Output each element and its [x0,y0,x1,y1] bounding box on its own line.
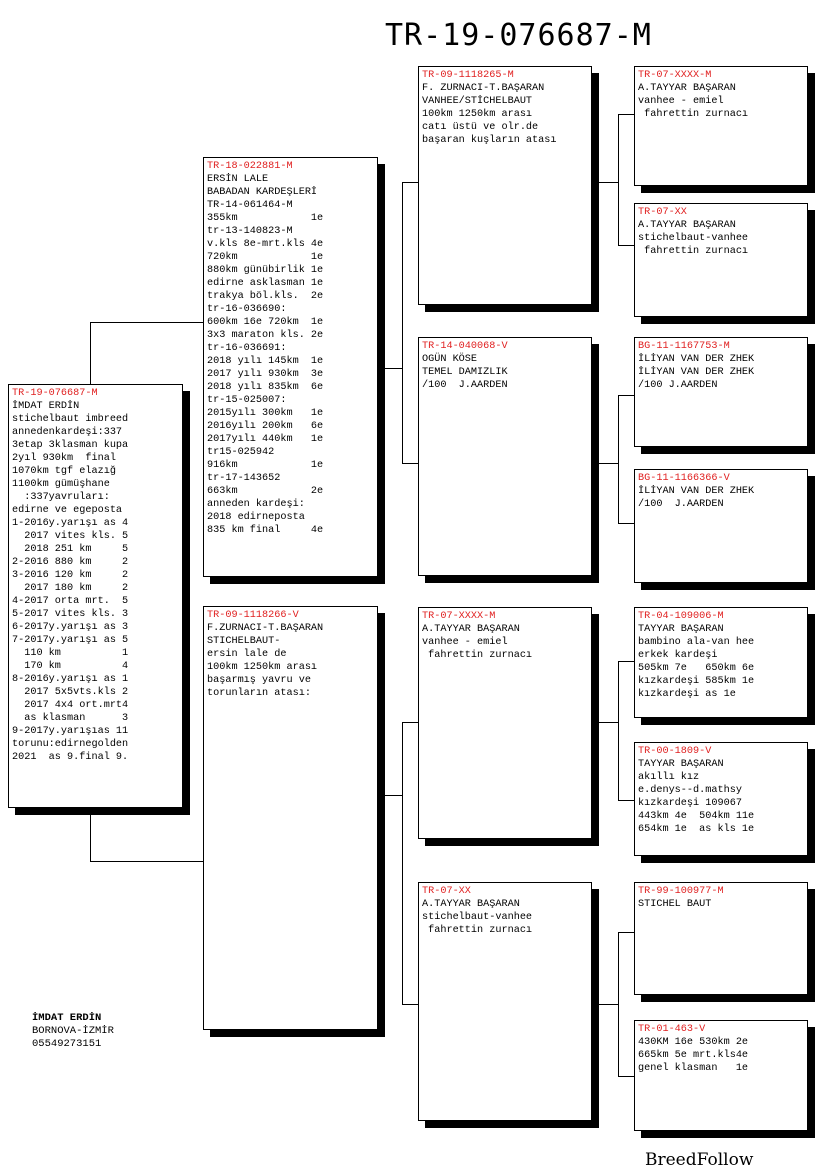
pedigree-line: kızkardeşi 109067 [638,798,742,809]
pedigree-line: 665km 5e mrt.kls4e [638,1050,749,1061]
connector-line [402,1004,418,1005]
pedigree-card-dam-dam[interactable] [418,882,592,1121]
pedigree-line: 720km 1e [207,252,324,263]
connector-line [90,322,91,384]
pedigree-line: OGÜN KÖSE [422,354,478,365]
pedigree-line: 3-2016 120 km 2 [12,570,129,581]
pedigree-line: 2017 vites kls. 5 [12,531,129,542]
ring-number: TR-18-022881-M [207,161,293,172]
pedigree-line: 100km 1250km arası [422,109,533,120]
pedigree-card-sire-dam-sire[interactable] [634,337,808,447]
connector-line [618,661,619,801]
pedigree-line: trakya böl.kls. 2e [207,291,324,302]
pedigree-card-sire-sire-dam[interactable] [634,203,808,317]
pedigree-line: A.TAYYAR BAŞARAN [638,83,736,94]
pedigree-line: 2017 5x5vts.kls 2 [12,687,129,698]
pedigree-line: 916km 1e [207,460,324,471]
pedigree-line: 2-2016 880 km 2 [12,557,129,568]
pedigree-line: ersin lale de [207,649,287,660]
pedigree-card-dam-sire-sire[interactable] [634,607,808,718]
pedigree-line: fahrettin zurnacı [422,925,533,936]
pedigree-line: 4-2017 orta mrt. 5 [12,596,129,607]
pedigree-line: vanhee - emiel [422,637,508,648]
ring-number: TR-04-109006-M [638,611,724,622]
pedigree-line: TR-14-061464-M [207,200,293,211]
pedigree-line: F.ZURNACI-T.BAŞARAN [207,623,324,634]
pedigree-line: tr-16-036691: [207,343,287,354]
connector-line [618,932,634,933]
pedigree-card-dam-sire[interactable] [418,607,592,839]
ring-number: TR-09-1118265-M [422,70,514,81]
pedigree-line: fahrettin zurnacı [638,109,749,120]
pedigree-line: 7-2017y.yarışı as 5 [12,635,129,646]
pedigree-card-dam[interactable] [203,606,378,1030]
pedigree-line: 2017 180 km 2 [12,583,129,594]
pedigree-line: 1070km tgf elazığ [12,466,116,477]
pedigree-card-dam-dam-sire[interactable] [634,882,808,995]
pedigree-line: A.TAYYAR BAŞARAN [422,624,520,635]
pedigree-line: 2018 yılı 835km 6e [207,382,324,393]
pedigree-line: 3etap 3klasman kupa [12,440,129,451]
connector-line [402,722,418,723]
pedigree-line: 2017yılı 440km 1e [207,434,324,445]
pedigree-line: stichelbaut-vanhee [638,233,749,244]
pedigree-line: 2015yılı 300km 1e [207,408,324,419]
pedigree-line: A.TAYYAR BAŞARAN [422,899,520,910]
pedigree-line: :337yavruları: [12,492,110,503]
ring-number: TR-09-1118266-V [207,610,299,621]
pedigree-line: edirne ve egeposta [12,505,123,516]
pedigree-line: akıllı kız [638,772,700,783]
connector-line [618,1076,634,1077]
pedigree-line: 2018 251 km 5 [12,544,129,555]
connector-line [402,463,418,464]
pedigree-line: tr-16-036690: [207,304,287,315]
pedigree-line: stichelbaut-vanhee [422,912,533,923]
connector-line [592,722,619,723]
connector-line [618,932,619,1077]
pedigree-line: 5-2017 vites kls. 3 [12,609,129,620]
pedigree-line: 835 km final 4e [207,525,324,536]
pedigree-line: e.denys--d.mathsy [638,785,742,796]
pedigree-card-sire-dam[interactable] [418,337,592,576]
pedigree-line: İLİYAN VAN DER ZHEK [638,486,755,497]
pedigree-line: /100 J.AARDEN [638,499,724,510]
connector-line [378,368,403,369]
pedigree-line: STICHEL BAUT [638,899,712,910]
pedigree-line: kızkardeşi as 1e [638,689,736,700]
pedigree-line: 110 km 1 [12,648,129,659]
connector-line [618,114,619,246]
connector-line [618,114,634,115]
pedigree-line: 2018 yılı 145km 1e [207,356,324,367]
pedigree-line: 654km 1e as kls 1e [638,824,755,835]
ring-number: TR-07-XXXX-M [638,70,712,81]
pedigree-line: anneden kardeşi: [207,499,305,510]
pedigree-card-sire[interactable] [203,157,378,577]
connector-line [592,182,619,183]
connector-line [592,463,619,464]
pedigree-line: 443km 4e 504km 11e [638,811,755,822]
pedigree-line: annedenkardeşi:337 [12,427,123,438]
pedigree-card-dam-dam-dam[interactable] [634,1020,808,1131]
pedigree-line: vanhee - emiel [638,96,724,107]
pedigree-line: as klasman 3 [12,713,129,724]
pedigree-line: tr-13-140823-M [207,226,293,237]
ring-number: TR-07-XX [638,207,687,218]
pedigree-line: BABADAN KARDEŞLERİ [207,187,318,198]
pedigree-line: başarmış yavru ve [207,675,311,686]
ring-number: TR-19-076687-M [12,388,98,399]
owner-name: İMDAT ERDİN [32,1012,102,1024]
pedigree-line: erkek kardeşi [638,650,718,661]
pedigree-line: 8-2016y.yarışı as 1 [12,674,129,685]
pedigree-line: 170 km 4 [12,661,129,672]
pedigree-line: İMDAT ERDİN [12,401,80,412]
pedigree-card-sire-sire-sire[interactable] [634,66,808,186]
pedigree-line: 2017 4x4 ort.mrt4 [12,700,129,711]
ring-number: TR-99-100977-M [638,886,724,897]
pedigree-line: VANHEE/STİCHELBAUT [422,96,533,107]
ring-number: TR-07-XX [422,886,471,897]
ring-number: TR-14-040068-V [422,341,508,352]
pedigree-line: 1-2016y.yarışı as 4 [12,518,129,529]
pedigree-line: 100km 1250km arası [207,662,318,673]
page-title: TR-19-076687-M [385,18,652,53]
owner-info [32,1012,114,1051]
pedigree-line: TAYYAR BAŞARAN [638,759,724,770]
pedigree-line: 430KM 16e 530km 2e [638,1037,749,1048]
connector-line [378,795,403,796]
pedigree-line: tr-15-025007: [207,395,287,406]
pedigree-line: 2yıl 930km final [12,453,116,464]
connector-line [618,395,619,524]
connector-line [90,322,203,323]
ring-number: TR-01-463-V [638,1024,706,1035]
pedigree-card-dam-sire-dam[interactable] [634,742,808,856]
pedigree-card-subject[interactable] [8,384,183,808]
pedigree-line: 9-2017y.yarışıas 11 [12,726,129,737]
pedigree-line: TEMEL DAMIZLIK [422,367,508,378]
pedigree-line: 2021 as 9.final 9. [12,752,129,763]
pedigree-line: tr-17-143652 [207,473,281,484]
owner-phone: 05549273151 [32,1038,102,1050]
pedigree-line: İLİYAN VAN DER ZHEK [638,367,755,378]
pedigree-line: 6-2017y.yarışı as 3 [12,622,129,633]
pedigree-line: 2018 edirneposta [207,512,305,523]
pedigree-line: v.kls 8e-mrt.kls 4e [207,239,324,250]
pedigree-line: ERSİN LALE [207,174,269,185]
pedigree-line: torunların atası: [207,688,311,699]
pedigree-card-sire-sire[interactable] [418,66,592,305]
pedigree-line: STICHELBAUT- [207,636,281,647]
pedigree-line: stichelbaut imbreed [12,414,129,425]
pedigree-line: 3x3 maraton kls. 2e [207,330,324,341]
brand-logo: BreedFollow [645,1150,754,1170]
pedigree-line: F. ZURNACI-T.BAŞARAN [422,83,545,94]
connector-line [592,1004,619,1005]
pedigree-line: edirne asklasman 1e [207,278,324,289]
pedigree-line: İLİYAN VAN DER ZHEK [638,354,755,365]
connector-line [90,808,91,862]
pedigree-line: 2016yılı 200km 6e [207,421,324,432]
pedigree-line: bambino ala-van hee [638,637,755,648]
connector-line [402,182,418,183]
pedigree-line: 505km 7e 650km 6e [638,663,755,674]
pedigree-line: başaran kuşların atası [422,135,557,146]
pedigree-line: kızkardeşi 585km 1e [638,676,755,687]
pedigree-line: 880km günübirlik 1e [207,265,324,276]
pedigree-line: tr15-025942 [207,447,275,458]
ring-number: TR-00-1809-V [638,746,712,757]
connector-line [618,523,634,524]
connector-line [402,182,403,464]
connector-line [402,722,403,1005]
pedigree-line: /100 J.AARDEN [638,380,718,391]
pedigree-line: /100 J.AARDEN [422,380,508,391]
connector-line [618,245,634,246]
pedigree-line: 2017 yılı 930km 3e [207,369,324,380]
pedigree-line: genel klasman 1e [638,1063,749,1074]
ring-number: BG-11-1167753-M [638,341,730,352]
owner-city: BORNOVA-İZMİR [32,1025,114,1037]
connector-line [90,861,203,862]
connector-line [618,661,634,662]
connector-line [618,395,634,396]
ring-number: BG-11-1166366-V [638,473,730,484]
pedigree-card-sire-dam-dam[interactable] [634,469,808,583]
pedigree-line: 663km 2e [207,486,324,497]
pedigree-line: torunu:edirnegolden [12,739,129,750]
pedigree-line: fahrettin zurnacı [638,246,749,257]
pedigree-line: TAYYAR BAŞARAN [638,624,724,635]
ring-number: TR-07-XXXX-M [422,611,496,622]
pedigree-line: catı üstü ve olr.de [422,122,539,133]
pedigree-line: fahrettin zurnacı [422,650,533,661]
pedigree-line: 355km 1e [207,213,324,224]
pedigree-line: 1100km gümüşhane [12,479,110,490]
pedigree-line: A.TAYYAR BAŞARAN [638,220,736,231]
pedigree-line: 600km 16e 720km 1e [207,317,324,328]
connector-line [618,800,634,801]
